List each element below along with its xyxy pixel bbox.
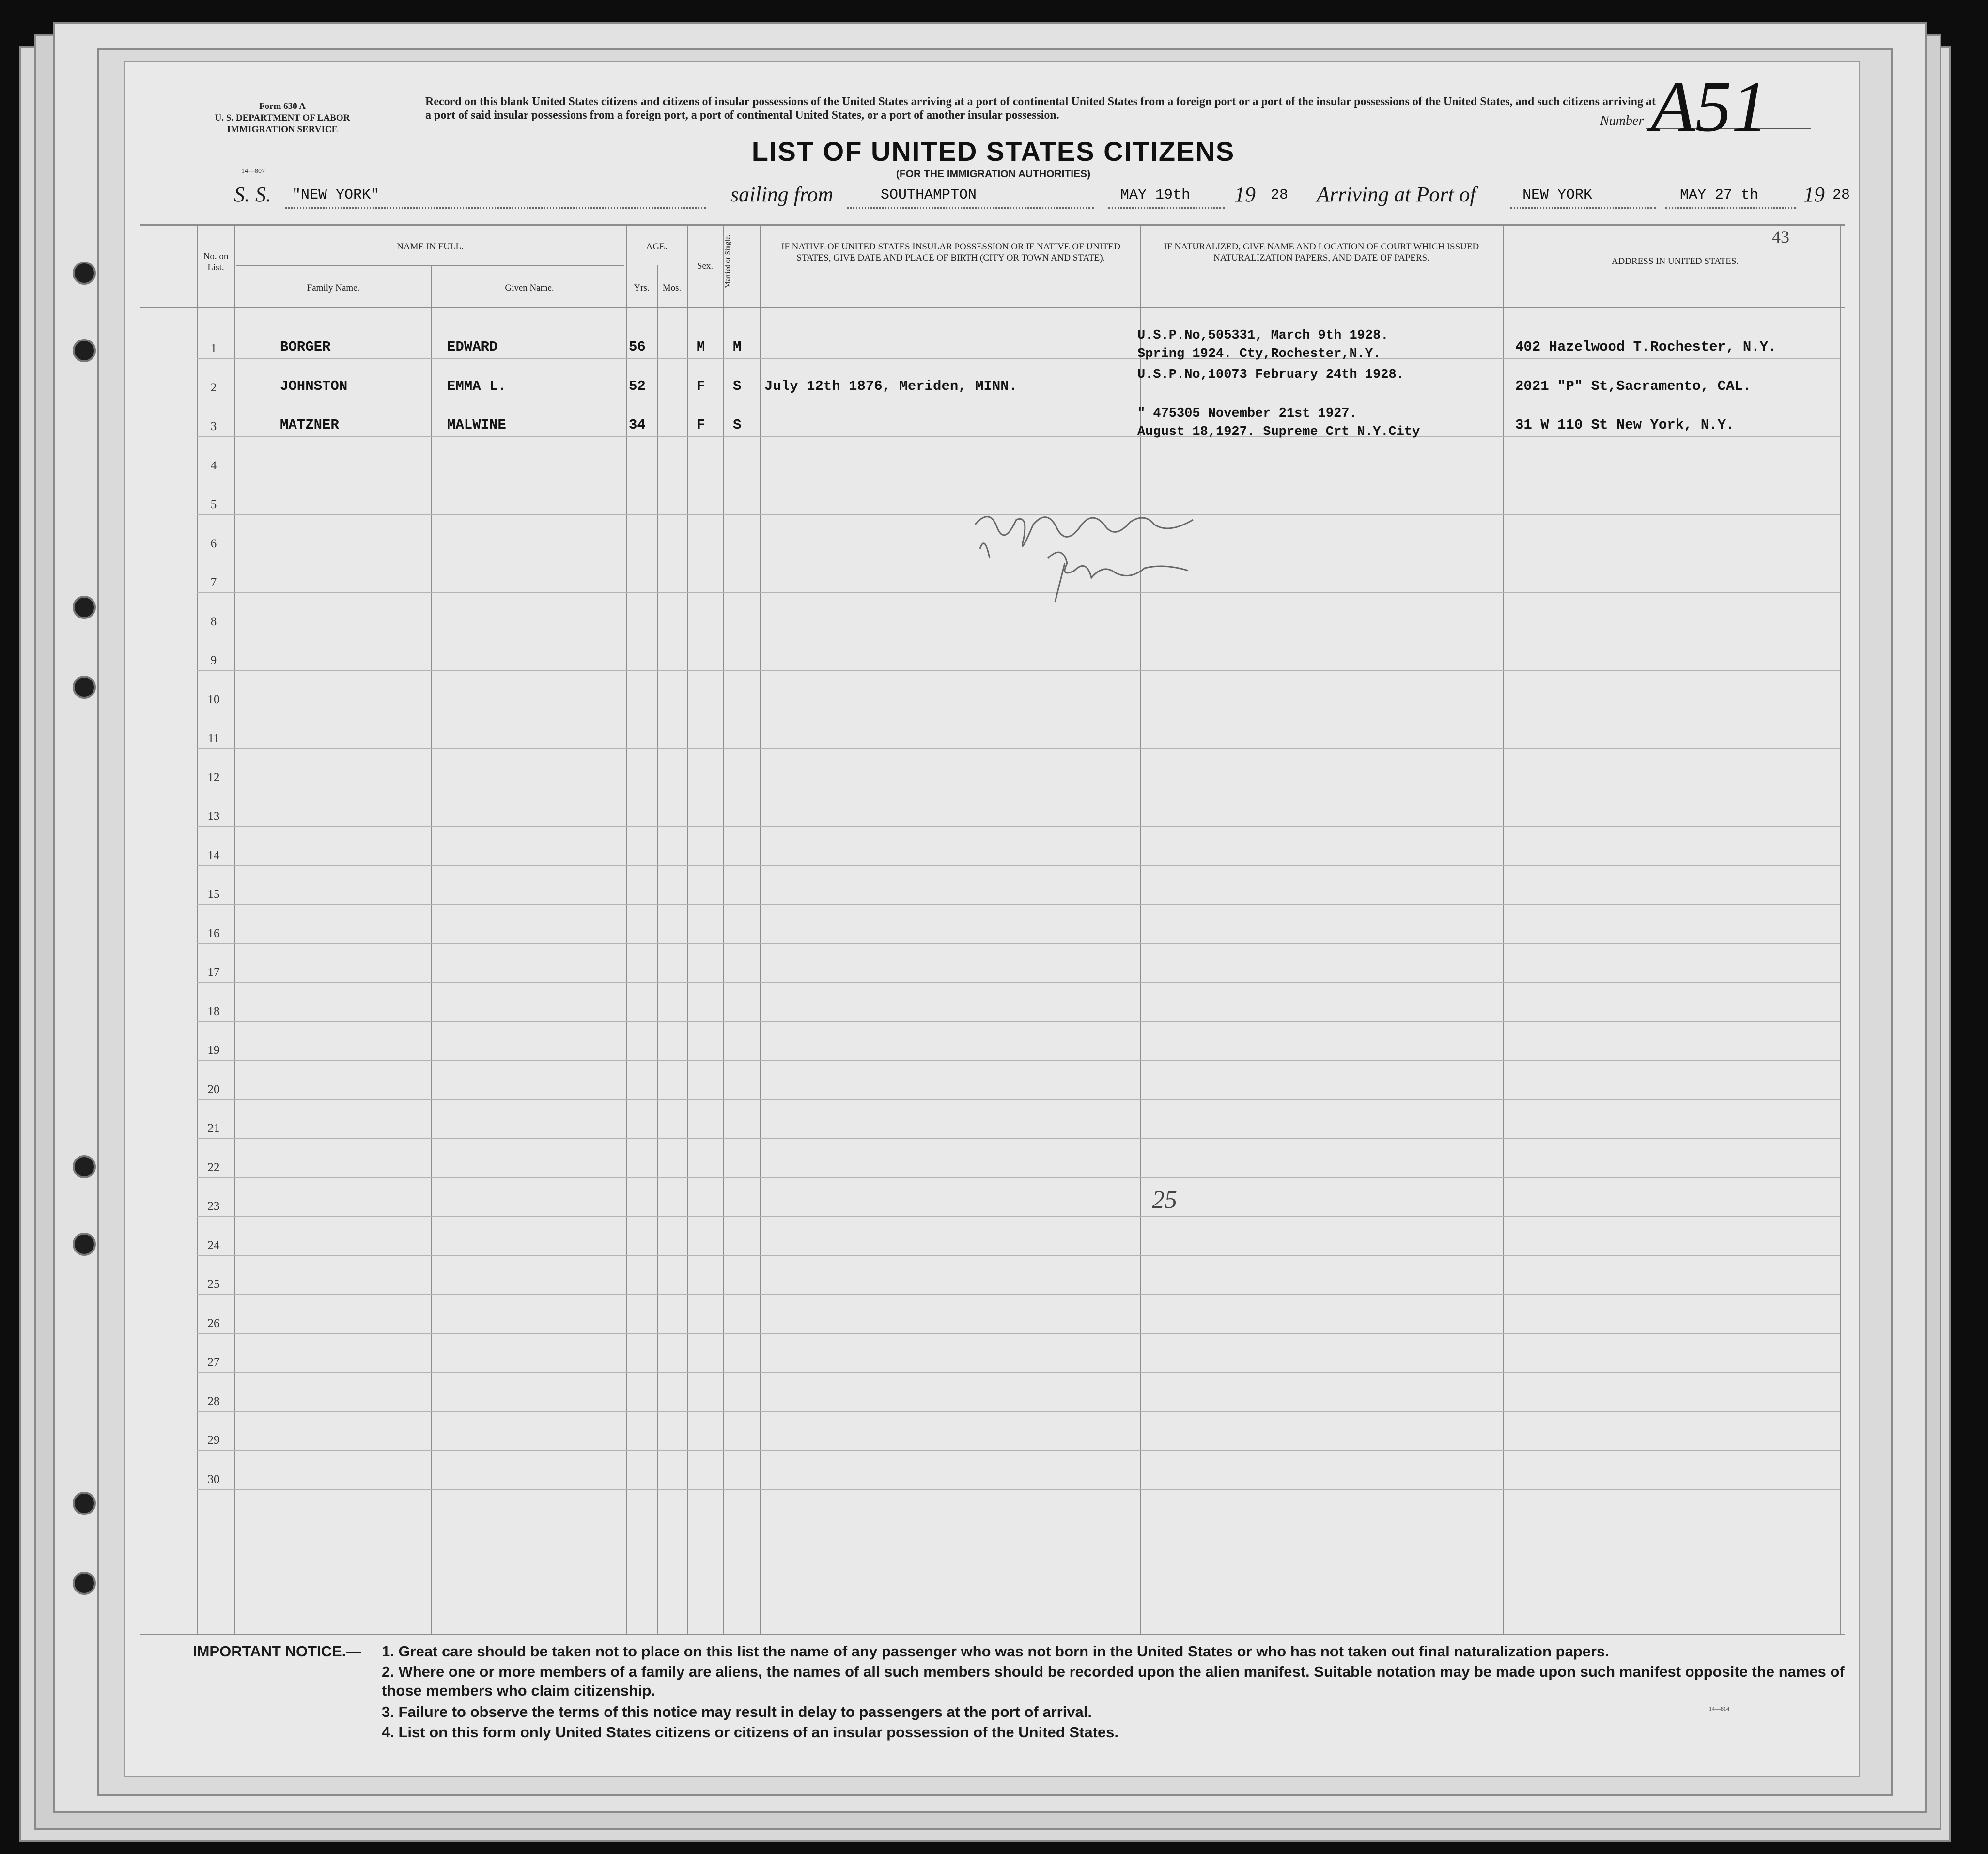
row-number: 9	[210, 654, 217, 667]
row-rule	[197, 1216, 1840, 1217]
family-name: MATZNER	[280, 417, 339, 433]
row-number: 26	[207, 1317, 220, 1330]
year-suffix-from: 28	[1271, 187, 1289, 203]
row-rule	[197, 1138, 1840, 1139]
header-no-on-list: No. on List.	[203, 251, 229, 273]
column-rule	[687, 224, 688, 1634]
column-rule	[723, 224, 724, 1634]
family-name: BORGER	[280, 339, 331, 355]
service-name: IMMIGRATION SERVICE	[227, 124, 338, 135]
name-split-rule	[236, 265, 624, 266]
address: 31 W 110 St New York, N.Y.	[1515, 417, 1735, 433]
form-identification	[181, 101, 384, 136]
header-mos: Mos.	[662, 283, 682, 293]
year-prefix-from: 19	[1234, 183, 1256, 206]
notice-item: 3. Failure to observe the terms of this notice may result in delay to passengers at the port of arrival.	[382, 1703, 1092, 1720]
notice-item: 4. List on this form only United States citizens or citizens of an insular possession of the United States.	[382, 1724, 1118, 1741]
row-number: 29	[207, 1434, 220, 1447]
row-rule	[197, 358, 1840, 359]
row-number: 28	[207, 1395, 220, 1408]
row-number: 30	[207, 1473, 220, 1486]
row-number: 16	[207, 927, 220, 940]
port-from-underline	[847, 207, 1094, 209]
row-number: 23	[207, 1200, 220, 1213]
given-name: EMMA L.	[447, 378, 506, 394]
date-from-underline	[1108, 207, 1225, 209]
naturalization-line: August 18,1927. Supreme Crt N.Y.City	[1137, 425, 1420, 439]
header-naturalization: IF NATURALIZED, GIVE NAME AND LOCATION OF COURT WHICH ISSUED NATURALIZATION PAPERS, AND DATE OF PAPERS.	[1164, 242, 1479, 263]
binder-hole	[73, 339, 96, 362]
row-number: 22	[207, 1161, 220, 1174]
port-to: NEW YORK	[1522, 187, 1593, 203]
date-from: MAY 19th	[1120, 187, 1191, 203]
year-prefix-to: 19	[1803, 183, 1825, 206]
address: 402 Hazelwood T.Rochester, N.Y.	[1515, 339, 1777, 355]
sailing-from-label: sailing from	[730, 183, 834, 206]
print-code: 14—807	[241, 168, 265, 175]
row-number: 24	[207, 1239, 220, 1252]
row-rule	[197, 1450, 1840, 1451]
naturalization-line: Spring 1924. Cty,Rochester,N.Y.	[1137, 347, 1381, 361]
bottom-print-code: 14—814	[1709, 1705, 1729, 1712]
ship-name: "NEW YORK"	[292, 187, 380, 203]
handwritten-number: 25	[1152, 1186, 1177, 1214]
arriving-label: Arriving at Port of	[1317, 183, 1476, 206]
header-married-or-single: Married or Single.	[724, 234, 732, 288]
header-bottom-rule	[140, 307, 1845, 308]
year-suffix-to: 28	[1833, 187, 1850, 203]
header-yrs: Yrs.	[634, 283, 650, 293]
ss-label: S. S.	[234, 183, 271, 206]
page-subtitle: (FOR THE IMMIGRATION AUTHORITIES)	[896, 169, 1091, 180]
date-to: MAY 27 th	[1680, 187, 1759, 203]
department-name: U. S. DEPARTMENT OF LABOR	[215, 113, 350, 123]
row-rule	[197, 670, 1840, 671]
row-number: 10	[207, 693, 220, 706]
sex: M	[697, 339, 705, 355]
row-rule	[197, 1021, 1840, 1022]
row-number: 15	[207, 888, 220, 901]
binder-hole	[73, 596, 96, 619]
given-name: MALWINE	[447, 417, 506, 433]
row-rule	[197, 943, 1840, 944]
notice-label: IMPORTANT NOTICE.—	[193, 1643, 361, 1660]
header-sex: Sex.	[697, 261, 714, 271]
port-from: SOUTHAMPTON	[881, 187, 977, 203]
row-number: 1	[210, 342, 217, 355]
row-rule	[197, 1489, 1840, 1490]
binder-hole	[73, 1155, 96, 1178]
column-rule	[234, 224, 235, 1634]
row-rule	[197, 436, 1840, 437]
column-rule	[431, 265, 432, 1634]
row-rule	[197, 865, 1840, 866]
row-number: 25	[207, 1278, 220, 1291]
column-rule	[657, 265, 658, 1634]
port-to-underline	[1510, 207, 1656, 209]
form-instructions: Record on this blank United States citizens and citizens of insular possessions of the United States arriving at a port of continental United States from a foreign port or a port of the insular possessions of the United States, and such citizens arriving at a port of said insular possessions from a foreign port, a port of continental United States, or a port of another insular possession.	[425, 95, 1656, 122]
marital-status: S	[733, 378, 742, 394]
age-years: 52	[629, 378, 646, 394]
age-years: 34	[629, 417, 646, 433]
row-rule	[197, 1333, 1840, 1334]
row-rule	[197, 826, 1840, 827]
address: 2021 "P" St,Sacramento, CAL.	[1515, 378, 1752, 394]
row-rule	[197, 1294, 1840, 1295]
handwritten-annotation	[970, 505, 1212, 607]
row-number: 8	[210, 615, 217, 628]
header-age: AGE.	[646, 242, 668, 252]
row-rule	[197, 1177, 1840, 1178]
notice-item: 2. Where one or more members of a family are aliens, the names of all such members should be recorded upon the alien manifest. Suitable notation may be made upon such manifest opposite the names of those members who claim citizenship.	[382, 1663, 1845, 1699]
naturalization-line: U.S.P.No,505331, March 9th 1928.	[1137, 328, 1389, 343]
row-number: 13	[207, 810, 220, 823]
row-rule	[197, 1372, 1840, 1373]
page-number: 43	[1772, 227, 1789, 247]
column-rule	[1840, 224, 1841, 1634]
ship-underline	[285, 207, 706, 209]
table-bottom-rule	[140, 1634, 1845, 1635]
row-rule	[197, 1411, 1840, 1412]
row-number: 11	[207, 732, 220, 745]
date-to-underline	[1665, 207, 1796, 209]
row-rule	[197, 1099, 1840, 1100]
row-rule	[197, 748, 1840, 749]
row-number: 3	[210, 420, 217, 433]
header-address: ADDRESS IN UNITED STATES.	[1611, 256, 1739, 266]
number-label: Number	[1600, 113, 1644, 128]
column-rule	[760, 224, 761, 1634]
naturalization-line: U.S.P.No,10073 February 24th 1928.	[1137, 368, 1404, 382]
row-number: 4	[210, 459, 217, 472]
marital-status: S	[733, 417, 742, 433]
binder-hole	[73, 262, 96, 285]
given-name: EDWARD	[447, 339, 498, 355]
column-rule	[1503, 224, 1504, 1634]
row-number: 27	[207, 1356, 220, 1369]
notice-item: 1. Great care should be taken not to place on this list the name of any passenger who was not born in the United States or who has not taken out final naturalization papers.	[382, 1643, 1609, 1660]
binder-hole	[73, 1572, 96, 1595]
naturalization-line: " 475305 November 21st 1927.	[1137, 406, 1357, 421]
row-rule	[197, 904, 1840, 905]
marital-status: M	[733, 339, 742, 355]
row-number: 2	[210, 381, 217, 394]
binder-hole	[73, 1233, 96, 1256]
form-number: Form 630 A	[259, 101, 306, 111]
row-rule	[197, 1255, 1840, 1256]
row-number: 19	[207, 1044, 220, 1057]
row-number: 5	[210, 498, 217, 511]
row-number: 20	[207, 1083, 220, 1096]
row-number: 18	[207, 1005, 220, 1018]
row-number: 12	[207, 771, 220, 784]
header-family-name: Family Name.	[307, 283, 360, 293]
manifest-sheet	[124, 61, 1860, 1777]
row-number: 21	[207, 1122, 220, 1135]
table-top-rule	[140, 224, 1845, 226]
row-number: 6	[210, 537, 217, 550]
sex: F	[697, 378, 705, 394]
row-number: 7	[210, 576, 217, 589]
header-name-in-full: NAME IN FULL.	[397, 242, 464, 252]
row-rule	[197, 982, 1840, 983]
page-title: LIST OF UNITED STATES CITIZENS	[751, 136, 1235, 167]
row-number: 14	[207, 849, 220, 862]
binder-hole	[73, 676, 96, 699]
header-birth-place: IF NATIVE OF UNITED STATES INSULAR POSSESSION OR IF NATIVE OF UNITED STATES, GIVE DATE AND PLACE OF BIRTH (CITY OR TOWN AND STATE).	[781, 242, 1120, 263]
age-years: 56	[629, 339, 646, 355]
family-name: JOHNSTON	[280, 378, 348, 394]
birth-info: July 12th 1876, Meriden, MINN.	[764, 378, 1018, 394]
list-number: A51	[1651, 66, 1768, 147]
binder-hole	[73, 1492, 96, 1515]
row-number: 17	[207, 966, 220, 979]
row-rule	[197, 1060, 1840, 1061]
column-rule	[626, 224, 627, 1634]
sex: F	[697, 417, 705, 433]
header-given-name: Given Name.	[505, 283, 554, 293]
